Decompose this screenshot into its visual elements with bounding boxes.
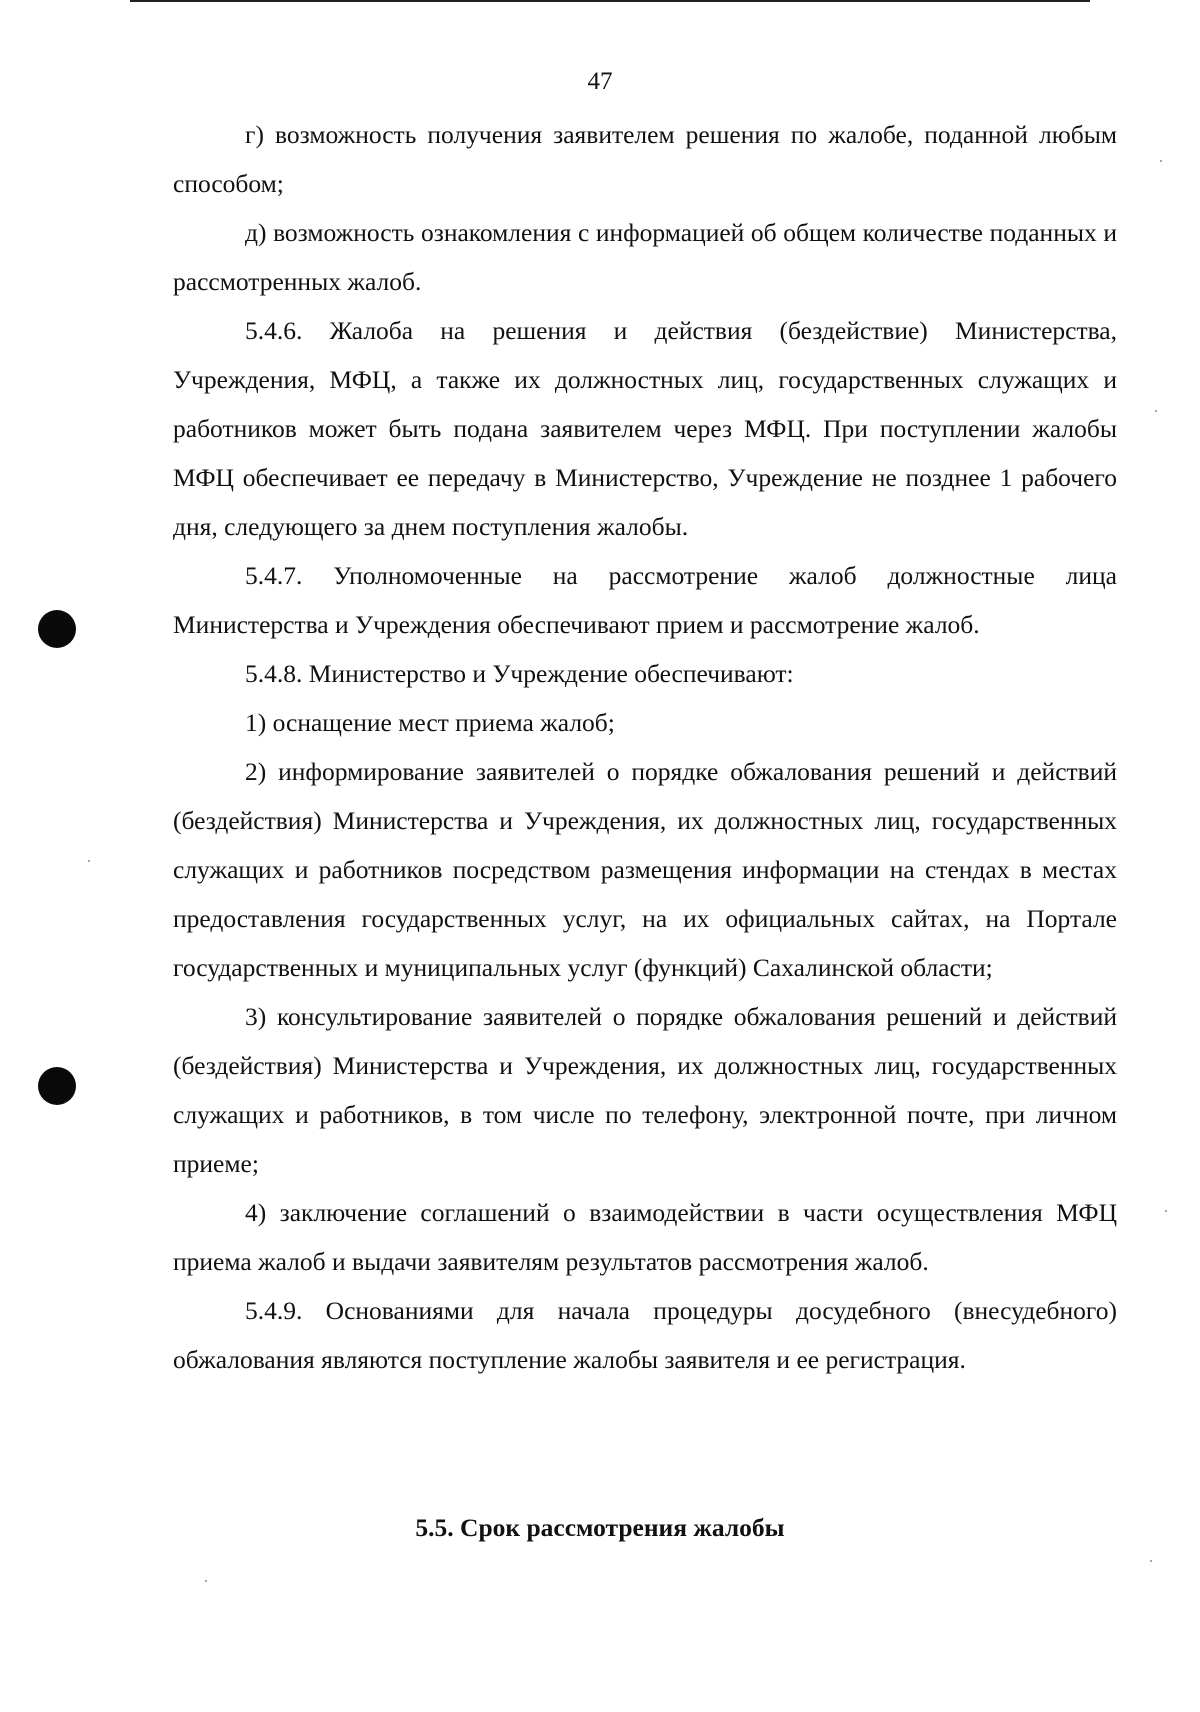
top-edge-rule (130, 0, 1090, 2)
list-item-2: 2) информирование заявителей о порядке обжалования решений и действий (бездействия) Министерства и Учреждения, их должностных лиц, государственных служащих и работников посредством размещения информации на стендах в местах предоставления государственных услуг, на их официальных сайтах, на Портале государственных и муниципальных услуг (функций) Сахалинской области; (173, 757, 1117, 982)
paragraph-5-4-7: 5.4.7. Уполномоченные на рассмотрение жалоб должностные лица Министерства и Учреждения обеспечивают прием и рассмотрение жалоб. (173, 561, 1117, 639)
scan-speck (1160, 160, 1162, 162)
list-item-3: 3) консультирование заявителей о порядке обжалования решений и действий (бездействия) Министерства и Учреждения, их должностных лиц, государственных служащих и работников, в том числе по телефону, электронной почте, при личном приеме; (173, 1002, 1117, 1178)
scan-speck (205, 1580, 207, 1582)
page-number: 47 (587, 68, 613, 95)
document-body (173, 110, 1117, 1384)
section-heading: 5.5. Срок рассмотрения жалобы (415, 1513, 785, 1542)
paragraph-g: г) возможность получения заявителем решения по жалобе, поданной любым способом; (173, 120, 1117, 198)
scan-speck (1155, 410, 1157, 412)
list-item-1: 1) оснащение мест приема жалоб; (245, 708, 615, 737)
list-item-4: 4) заключение соглашений о взаимодействии в части осуществления МФЦ приема жалоб и выдачи заявителям результатов рассмотрения жалоб. (173, 1198, 1117, 1276)
punch-hole-upper (38, 610, 76, 648)
scan-speck (1150, 1560, 1152, 1562)
scan-speck (88, 860, 90, 862)
paragraph-5-4-9: 5.4.9. Основаниями для начала процедуры досудебного (внесудебного) обжалования являются поступление жалобы заявителя и ее регистрация. (173, 1296, 1117, 1374)
paragraph-d: д) возможность ознакомления с информацией об общем количестве поданных и рассмотренных жалоб. (173, 218, 1117, 296)
punch-hole-lower (38, 1067, 76, 1105)
paragraph-5-4-6: 5.4.6. Жалоба на решения и действия (бездействие) Министерства, Учреждения, МФЦ, а также их должностных лиц, государственных служащих и работников может быть подана заявителем через МФЦ. При поступлении жалобы МФЦ обеспечивает ее передачу в Министерство, Учреждение не позднее 1 рабочего дня, следующего за днем поступления жалобы. (173, 316, 1117, 541)
paragraph-5-4-8: 5.4.8. Министерство и Учреждение обеспечивают: (245, 659, 794, 688)
scan-speck (1165, 1210, 1167, 1212)
